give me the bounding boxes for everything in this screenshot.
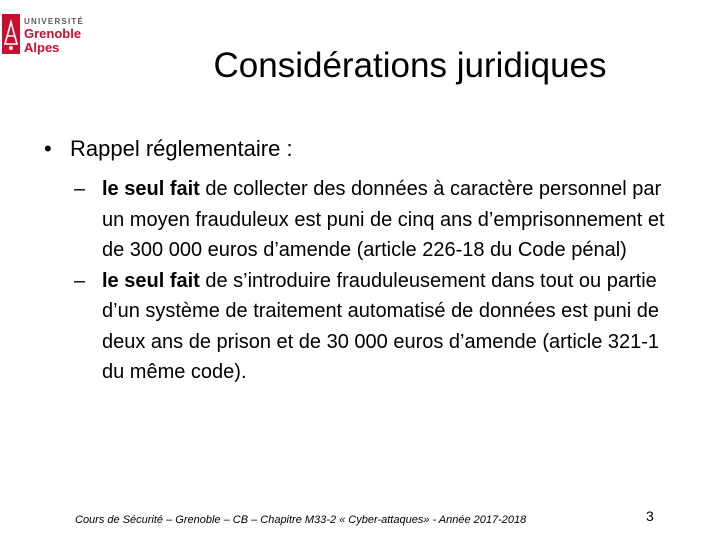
sub-bullet-text: de s’introduire frauduleusement dans tout ou partie d’un système de traitement automatisé de données est puni de deux ans de prison et de 30 000 euros d’amende (article 321-1 du même code). bbox=[102, 269, 660, 383]
slide-footer: Cours de Sécurité – Grenoble – CB – Chapitre M33-2 « Cyber-attaques» - Année 2017-2018 bbox=[75, 514, 527, 526]
sub-bullet-text: de collecter des données à caractère personnel par un moyen frauduleux est puni de cinq ans d’emprisonnement et de 300 000 euros d’amende (article 226-18 du Code pénal) bbox=[102, 178, 665, 261]
logo-line-universite: UNIVERSITÉ bbox=[24, 17, 85, 26]
sub-bullet-item bbox=[74, 266, 684, 388]
sub-bullet-bold: le seul fait bbox=[102, 178, 200, 200]
dash-icon: – bbox=[74, 178, 86, 200]
page-number: 3 bbox=[646, 508, 654, 524]
sub-bullet-bold: le seul fait bbox=[102, 269, 200, 292]
main-bullet-text: Rappel réglementaire : bbox=[70, 136, 293, 161]
sub-bullet-item bbox=[74, 174, 684, 266]
logo-line-grenoble: Grenoble bbox=[24, 26, 82, 41]
bullet-dot-icon: • bbox=[44, 136, 52, 161]
sub-bullet-list bbox=[74, 174, 684, 388]
dash-icon: – bbox=[74, 269, 86, 292]
slide-title: Considérations juridiques bbox=[213, 46, 607, 85]
logo-line-alpes: Alpes bbox=[24, 40, 60, 55]
main-bullet bbox=[44, 136, 293, 162]
